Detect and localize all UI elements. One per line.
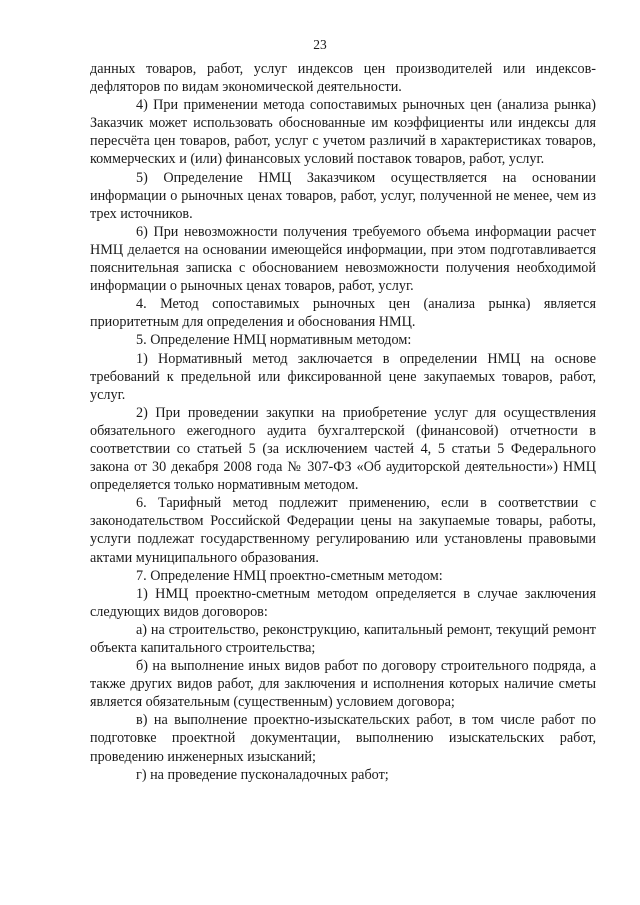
paragraph-item-1-contract-types: 1) НМЦ проектно-сметным методом определяется в случае заключения следующих видов договоров:	[90, 585, 596, 620]
paragraph-item-1-normative-definition: 1) Нормативный метод заключается в определении НМЦ на основе требований к предельной или фиксированной цене закупаемых товаров, работ, услуг.	[90, 350, 596, 403]
paragraph-subitem-b-other-works: б) на выполнение иных видов работ по договору строительного подряда, а также других видов работ, для заключения и исполнения которых наличие сметы является обязательным (существенным) условием договора;	[90, 658, 596, 711]
paragraph-section-5-normative-method: 5. Определение НМЦ нормативным методом:	[136, 332, 412, 349]
paragraph-item-4-adjustment-coefficients: 4) При применении метода сопоставимых рыночных цен (анализа рынка) Заказчик может использовать обоснованные им коэффициенты или индексы для пересчёта цен товаров, работ, услуг с учетом различий в характеристиках товаров, коммерческих и (или) финансовых условий поставок товаров, работ, услуг.	[90, 97, 596, 168]
paragraph-item-6-explanatory-note: 6) При невозможности получения требуемого объема информации расчет НМЦ делается на основании имеющейся информации, при этом подготавливается пояснительная записка с обоснованием невозможности получения необходимой информации о рыночных ценах товаров, работ, услуг.	[90, 223, 596, 295]
document-body	[90, 60, 596, 784]
paragraph-item-2-audit-services: 2) При проведении закупки на приобретение услуг для осуществления обязательного ежегодного аудита бухгалтерской (финансовой) отчетности в соответствии со статьей 5 (за исключением частей 4, 5 статьи 5 Федерального закона от 30 декабря 2008 года № 307-ФЗ «Об аудиторской деятельности») НМЦ определяется только нормативным методом.	[90, 404, 596, 494]
paragraph-subitem-g-commissioning: г) на проведение пусконаладочных работ;	[136, 766, 389, 783]
paragraph-section-7-design-estimate-method: 7. Определение НМЦ проектно-сметным методом:	[136, 567, 443, 584]
paragraph-section-6-tariff-method: 6. Тарифный метод подлежит применению, если в соответствии с законодательством Российской Федерации цены на закупаемые товары, работы, услуги подлежат государственному регулированию или установлены правовыми актами муниципального образования.	[90, 495, 596, 566]
paragraph-subitem-v-survey-works: в) на выполнение проектно-изыскательских работ, в том числе работ по подготовке проектной документации, выполнению изыскательских работ, проведению инженерных изысканий;	[90, 712, 596, 765]
paragraph-section-4-priority-method: 4. Метод сопоставимых рыночных цен (анализа рынка) является приоритетным для определения и обоснования НМЦ.	[90, 296, 596, 331]
page-number: 23	[313, 37, 327, 52]
paragraph-continuation: данных товаров, работ, услуг индексов цен производителей или индексов-дефляторов по видам экономической деятельности.	[90, 61, 596, 96]
paragraph-subitem-a-construction: а) на строительство, реконструкцию, капитальный ремонт, текущий ремонт объекта капитального строительства;	[90, 621, 596, 656]
paragraph-item-5-three-sources: 5) Определение НМЦ Заказчиком осуществляется на основании информации о рыночных ценах товаров, работ, услуг, полученной не менее, чем из трех источников.	[90, 169, 596, 222]
